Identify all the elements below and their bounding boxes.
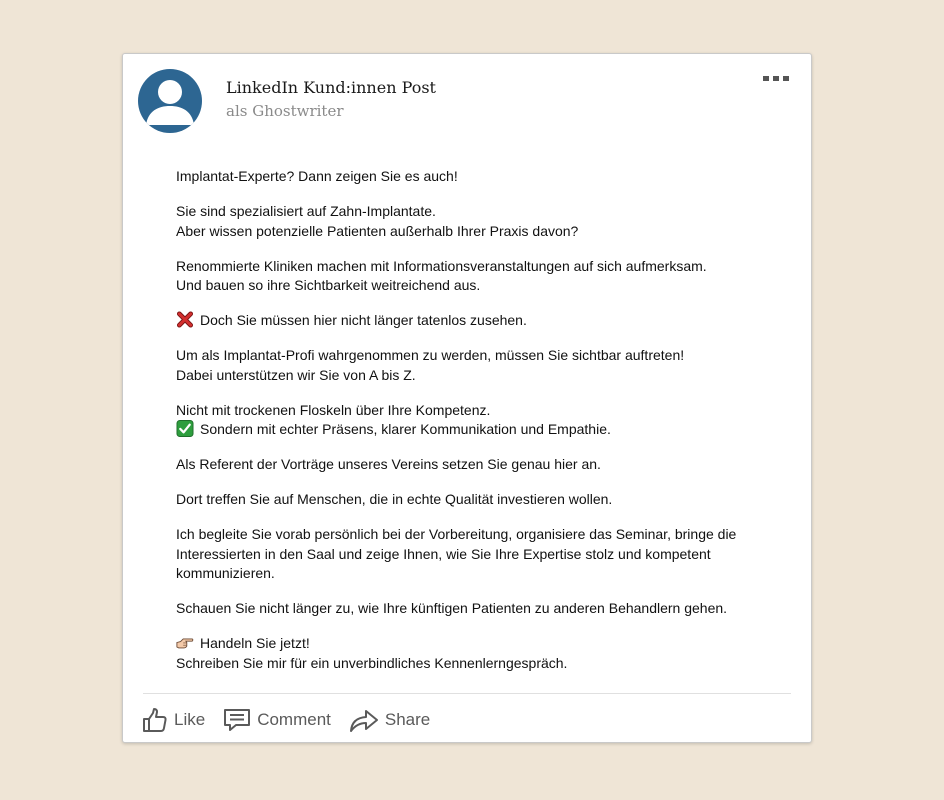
- post-paragraph: [176, 346, 776, 385]
- post-paragraph: [176, 490, 776, 510]
- post-line-with-icon: [176, 420, 776, 440]
- post-paragraph: [176, 455, 776, 475]
- post-line-text: Handeln Sie jetzt!: [200, 635, 310, 651]
- action-divider: [143, 693, 791, 694]
- post-line-text: Doch Sie müssen hier nicht länger tatenlos zusehen.: [200, 312, 527, 328]
- user-silhouette-icon: [138, 69, 202, 133]
- post-line: Als Referent der Vorträge unseres Vereins setzen Sie genau hier an.: [176, 456, 601, 472]
- author-subtitle: als Ghostwriter: [226, 102, 344, 120]
- post-line: Interessierten in den Saal und zeige Ihnen, wie Sie Ihre Expertise stolz und kompetent: [176, 545, 711, 562]
- post-line: Renommierte Kliniken machen mit Informationsveranstaltungen auf sich aufmerksam.: [176, 257, 707, 274]
- post-actions: [142, 702, 448, 738]
- post-paragraph: [176, 599, 776, 619]
- post-line-with-icon: [176, 311, 776, 331]
- more-options-icon[interactable]: [763, 72, 789, 84]
- avatar[interactable]: [138, 69, 202, 133]
- post-line: kommunizieren.: [176, 565, 275, 581]
- post-paragraph: [176, 311, 776, 331]
- cross-mark-icon: [176, 311, 194, 328]
- thumbs-up-icon: [142, 707, 168, 733]
- comment-button[interactable]: [223, 707, 331, 733]
- post-line: Sie sind spezialisiert auf Zahn-Implantate.: [176, 203, 436, 219]
- post-line: Schreiben Sie mir für ein unverbindliches Kennenlerngespräch.: [176, 654, 568, 671]
- post-line-with-icon: [176, 634, 776, 654]
- comment-label: Comment: [257, 710, 331, 729]
- comment-icon: [223, 707, 251, 733]
- pointing-hand-icon: [176, 634, 194, 651]
- post-line: Dort treffen Sie auf Menschen, die in echte Qualität investieren wollen.: [176, 491, 613, 507]
- post-paragraph: [176, 525, 776, 584]
- post-line: Dabei unterstützen wir Sie von A bis Z.: [176, 366, 416, 383]
- post-line: Implantat-Experte? Dann zeigen Sie es auch!: [176, 168, 458, 184]
- post-line: Ich begleite Sie vorab persönlich bei der Vorbereitung, organisiere das Seminar, bringe die: [176, 526, 737, 542]
- post-paragraph: [176, 401, 776, 440]
- check-mark-icon: [176, 420, 194, 437]
- post-line: Und bauen so ihre Sichtbarkeit weitreichend aus.: [176, 277, 481, 293]
- post-paragraph: [176, 634, 776, 673]
- post-card: [122, 53, 812, 743]
- share-arrow-icon: [349, 707, 379, 733]
- like-button[interactable]: [142, 707, 205, 733]
- post-line-text: Sondern mit echter Präsens, klarer Kommunikation und Empathie.: [200, 421, 611, 437]
- post-body: [176, 167, 776, 689]
- post-line: Nicht mit trockenen Floskeln über Ihre Kompetenz.: [176, 401, 491, 418]
- share-label: Share: [384, 710, 431, 729]
- post-line: Aber wissen potenzielle Patienten außerhalb Ihrer Praxis davon?: [176, 222, 579, 239]
- share-button[interactable]: [349, 707, 430, 733]
- post-paragraph: [176, 167, 776, 187]
- author-name[interactable]: LinkedIn Kund:innen Post: [226, 78, 436, 97]
- like-label: Like: [174, 710, 206, 729]
- post-line: Schauen Sie nicht länger zu, wie Ihre künftigen Patienten zu anderen Behandlern gehen.: [176, 600, 728, 616]
- post-paragraph: [176, 202, 776, 241]
- post-paragraph: [176, 257, 776, 296]
- post-line: Um als Implantat-Profi wahrgenommen zu werden, müssen Sie sichtbar auftreten!: [176, 347, 685, 363]
